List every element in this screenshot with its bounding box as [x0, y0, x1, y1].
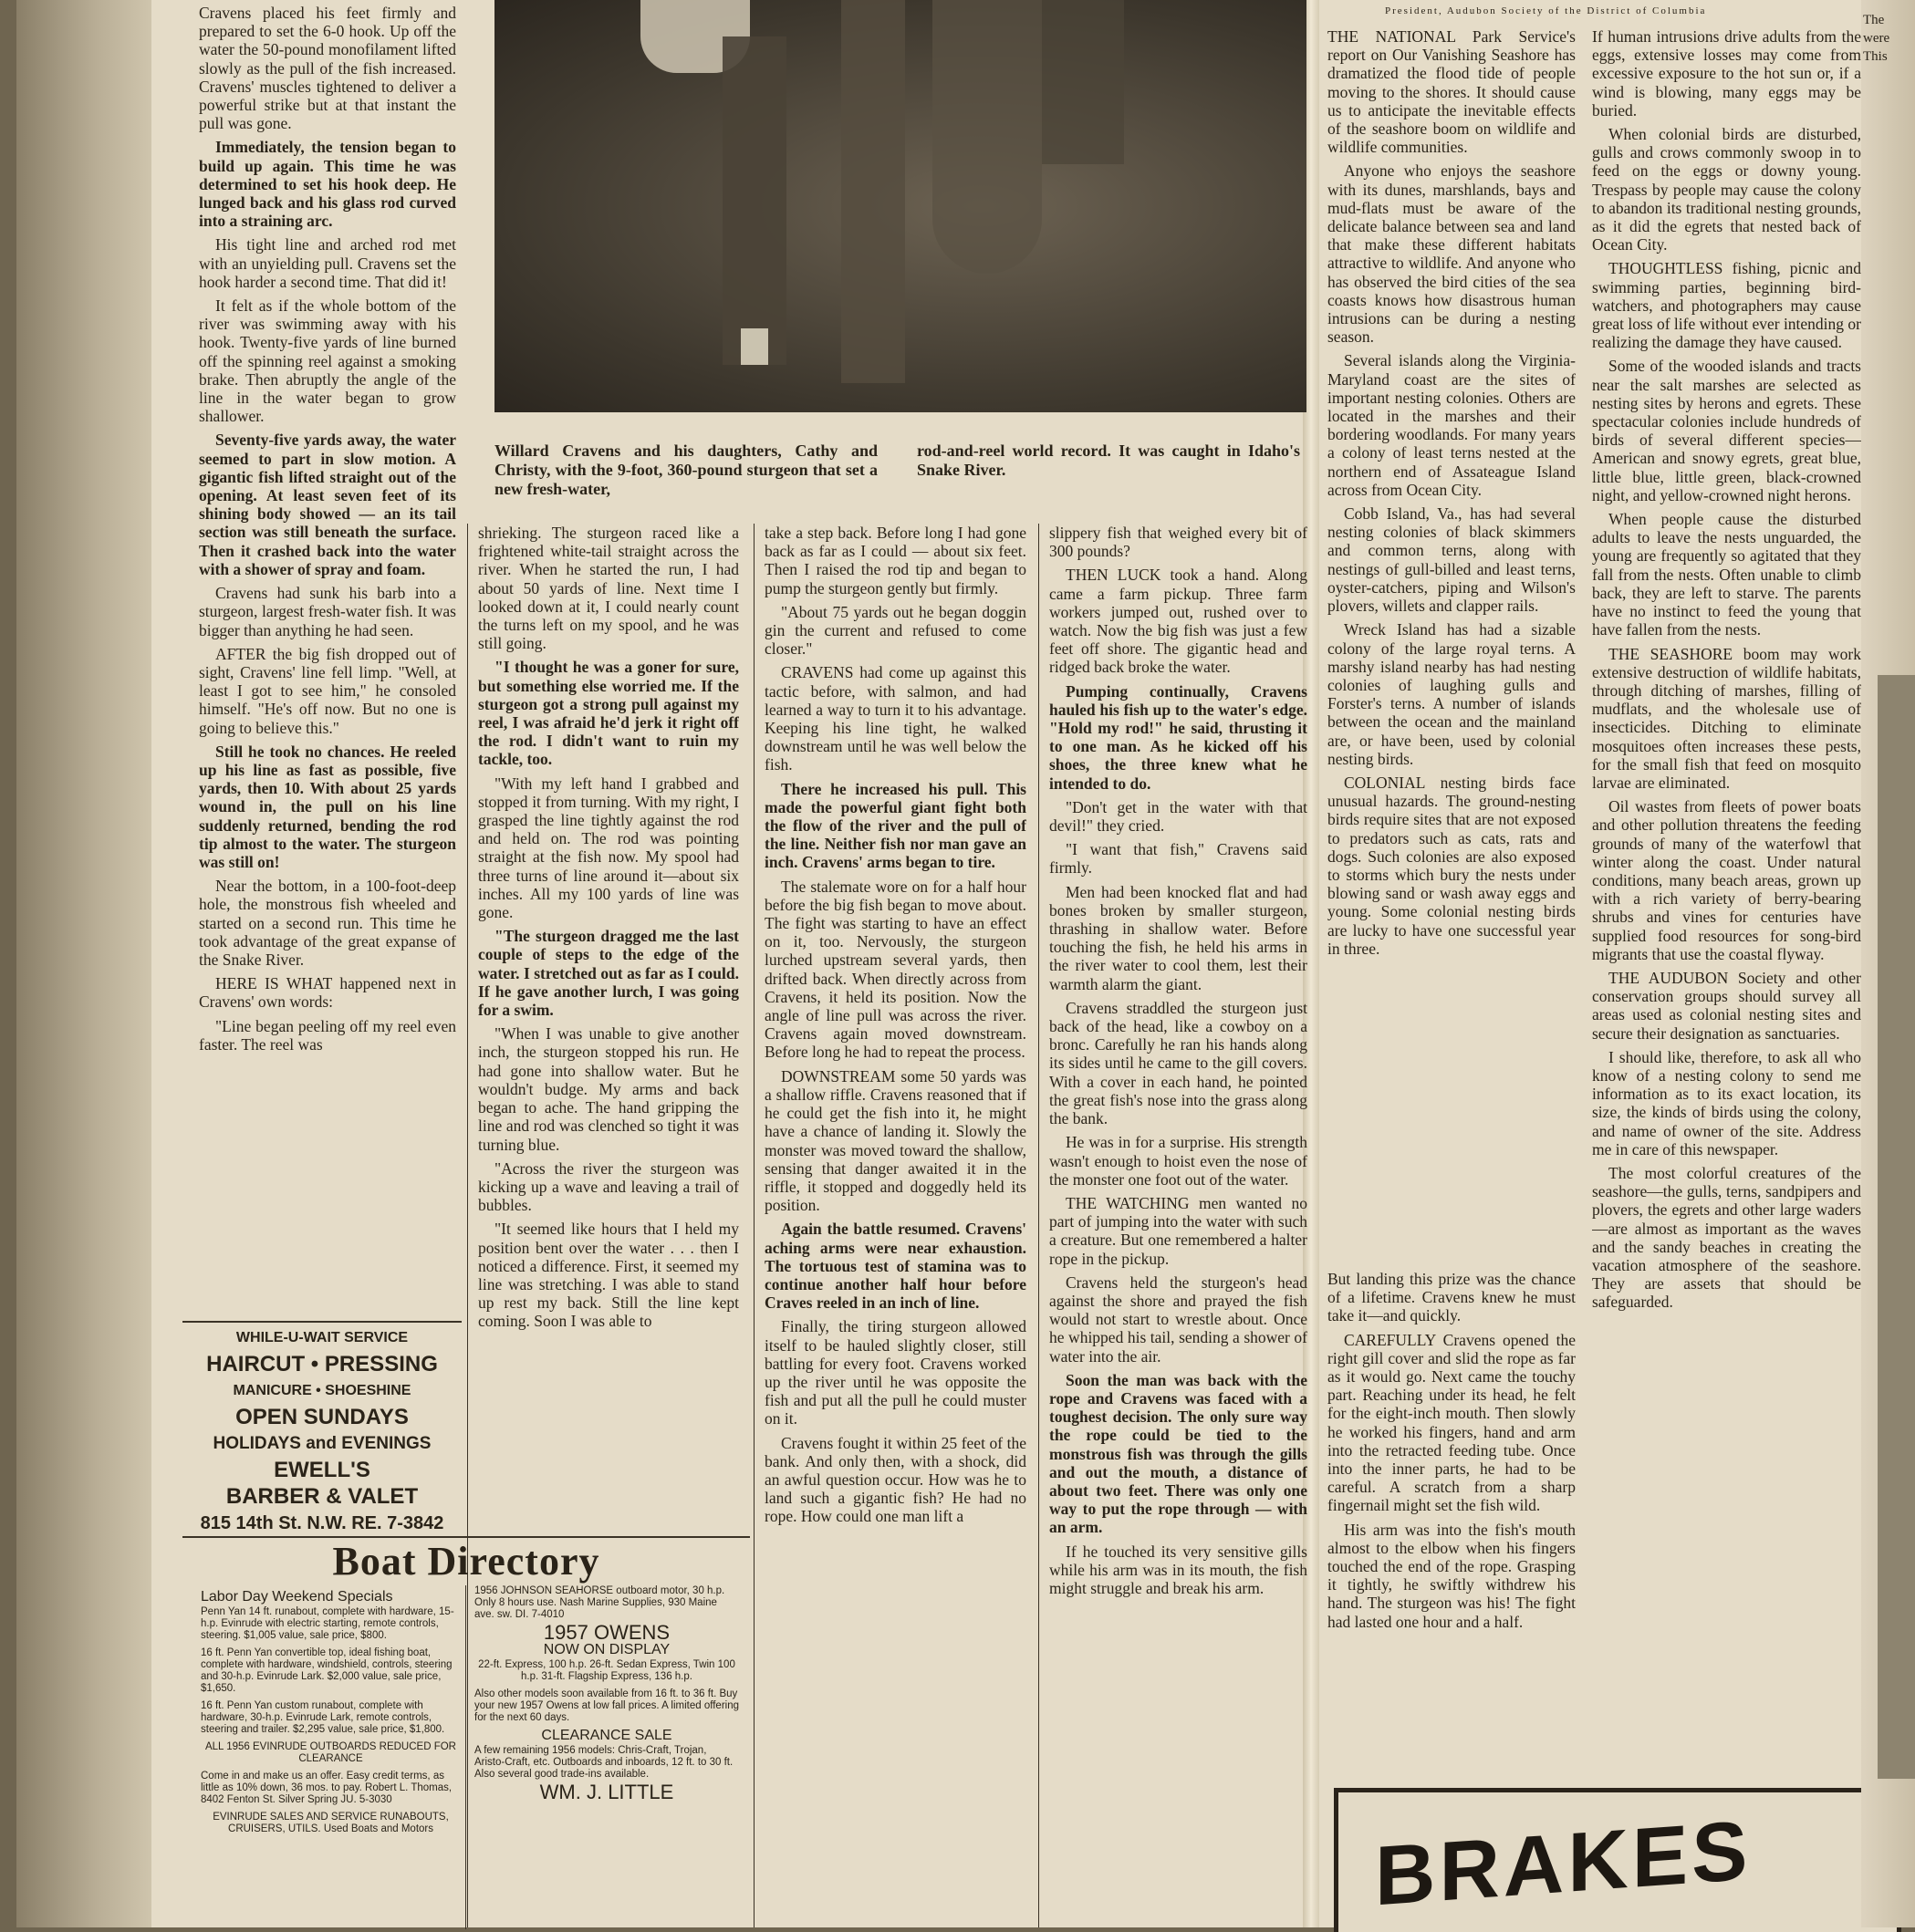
photo-caption-left: Willard Cravens and his daughters, Cathy and Christy, with the 9-foot, 360-pound sturgeon that set a new fresh-water,	[494, 441, 878, 498]
edge-word: were	[1863, 31, 1890, 46]
article-paragraph: "It seemed like hours that I held my position bent over the water . . . then I noticed a difference. First, it seemed my line was stretching. I was able to stand up rest my back. Still the line kept coming. Soon I was able to	[478, 1220, 739, 1331]
article-paragraph: "About 75 yards out he began doggin gin the current and refused to come closer."	[765, 602, 1026, 659]
ad-business-sub: BARBER & VALET	[225, 1484, 419, 1510]
article-paragraph: When colonial birds are disturbed, gulls and crows commonly swoop in to feed on the eggs or downy young. Trespass by people may cause the colony to abandon its traditional nesting grounds, as it did the egrets that nested back of Ocean City.	[1592, 125, 1861, 254]
article-paragraph: It felt as if the whole bottom of the river was swimming away with his hook. Twenty-five yards of line burned off the spinning reel against a smoking brake. Then abruptly the angle of the line in the water began to grow shallower.	[199, 296, 456, 426]
boat-directory-rule	[465, 1585, 466, 1929]
article-paragraph: His arm was into the fish's mouth almost to the elbow when his fingers touched the end of the rope. Grasping it tightly, he swiftly withdrew his hand. The sturgeon was his! The fight had lasted one hour and a half.	[1327, 1520, 1576, 1631]
ad-haircut-line: HAIRCUT • PRESSING	[206, 1352, 438, 1377]
article-paragraph: Again the battle resumed. Cravens' aching arms were near exhaustion. The tortuous test of stamina was to continue another half hour before Craves reeled in an inch of line.	[765, 1220, 1026, 1313]
society-line: President, Audubon Society of the District of Columbia	[1385, 5, 1707, 16]
article-paragraph: I should like, therefore, to ask all who know of a nesting colony to send me information as to its exact location, its size, the kinds of birds using the colony, and name of owner of the site. Address me in care of this newspaper.	[1592, 1047, 1861, 1158]
article-paragraph: THE WATCHING men wanted no part of jumping into the water with such a creature. But one remembered a halter rope in the pickup.	[1049, 1193, 1307, 1268]
ad-manicure-line: MANICURE • SHOESHINE	[233, 1382, 411, 1398]
article-paragraph: CAREFULLY Cravens opened the right gill cover and slid the rope as far as it would go. Next came the touchy part. Reaching under its head, he felt for the eight-inch mouth. Then slowly he worked his fingers, hand and arm into the retracted feeding tube. Once into the inner parts, he had to be careful. A scratch from a sharp fingernail might set the fish wild.	[1327, 1330, 1576, 1515]
owens-subheading: NOW ON DISPLAY	[543, 1642, 671, 1657]
next-page-edge	[1861, 0, 1915, 1927]
article-paragraph: The stalemate wore on for a half hour before the big fish began to move about. The fight was starting to have an effect on it, too. Nervously, the sturgeon lurched upstream several yards, then drifted back. When directly across from Cravens, it held its position. Now the angle of line pull was across the river. Cravens again moved downstream. Before long he had to repeat the process.	[765, 877, 1026, 1062]
column-rule	[754, 524, 755, 1927]
article-paragraph: Wreck Island has had a sizable colony of the large royal terns. A marshy island nearby has had nesting colonies of laughing gulls and Forster's terns. A number of islands between the ocean and the mainland are, or have been, used by colonial nesting birds.	[1327, 620, 1576, 768]
article-paragraph: Cravens held the sturgeon's head against the shore and prayed the fish would not start to wrestle about. Once he whipped his tail, sending a shower of water into the air.	[1049, 1272, 1307, 1366]
seashore-column-1	[1327, 27, 1576, 1222]
article-paragraph: THE SEASHORE boom may work extensive destruction of wildlife habitats, through ditching of marshes, filling of mudflats, and the wholesale use of insecticides. Ditching to eliminate mosquitoes often increases these pests, for the small fish that feed on mosquito larvae are eliminated.	[1592, 644, 1861, 792]
listing-item: 16 ft. Penn Yan convertible top, ideal fishing boat, complete with hardware, windshield, controls, steering and 30-h.p. Evinrude Lark. $2,000 value, sale price, $1,650.	[201, 1647, 453, 1694]
photo-caption-right: rod-and-reel world record. It was caught in Idaho's Snake River.	[917, 441, 1300, 479]
article-column-2	[478, 524, 739, 1527]
article-paragraph: Near the bottom, in a 100-foot-deep hole, the monstrous fish wheeled and started on a second run. This time he took advantage of the great expanse of the Snake River.	[199, 877, 456, 969]
article-paragraph: Cravens fought it within 25 feet of the bank. And only then, with a shock, did an awful question occur. How was he to land such a gigantic fish? He had no rope. How could one man lift a	[765, 1433, 1026, 1526]
dealer-name: WM. J. LITTLE	[539, 1781, 674, 1803]
owens-listing: Also other models soon available from 16 ft. to 36 ft. Buy your new 1957 Owens at low fall prices. A limited offering for the next 60 days.	[474, 1688, 739, 1723]
article-paragraph: Pumping continually, Cravens hauled his fish up to the water's edge. "Hold my rod!" he said, thrusting it to one man. As he kicked off his shoes, the three knew what he intended to do.	[1049, 681, 1307, 793]
listing-item: 16 ft. Penn Yan custom runabout, complete with hardware, 30-h.p. Evinrude Lark, remote controls, steering and trailer. $2,295 value, sale price, $1,800.	[201, 1700, 445, 1735]
article-paragraph: The most colorful creatures of the seashore—the gulls, terns, sandpipers and plovers, the egrets and other large waders—are almost as important as the waves and the sandy beaches in creating the vacation atmosphere of the seashore. They are assets that should be safeguarded.	[1592, 1163, 1861, 1312]
brakes-advertisement	[1334, 1788, 1901, 1932]
boat-directory	[182, 1536, 750, 1929]
article-paragraph: Men had been knocked flat and had bones broken by smaller sturgeon, thrashing in shallow water. Before touching the fish, he held his arms in the river water to cool them, lest their warmth alarm the giant.	[1049, 882, 1307, 993]
article-paragraph: COLONIAL nesting birds face unusual hazards. The ground-nesting birds require sites that are not exposed to predators such as cats, rats and dogs. Such colonies are also exposed to storms which bury the nests under blowing sand or wash away eggs and young. Some colonial nesting birds are lucky to have one successful year in three.	[1327, 773, 1576, 958]
article-paragraph: "I thought he was a goner for sure, but something else worried me. If the sturgeon got a strong pull against my reel, I was afraid he'd jerk it right off the rod. I didn't want to ruin my tackle, too.	[478, 658, 739, 769]
article-paragraph: "I want that fish," Cravens said firmly.	[1049, 840, 1307, 878]
article-paragraph: THE AUDUBON Society and other conservation groups should survey all areas used as colonial nesting sites and secure their designation as sanctuaries.	[1592, 968, 1861, 1043]
article-paragraph: If he touched its very sensitive gills while his arm was in its mouth, the fish might struggle and break his arm.	[1049, 1542, 1307, 1597]
boat-directory-title: Boat Directory	[332, 1539, 600, 1584]
article-paragraph: Oil wastes from fleets of power boats and other pollution threatens the feeding grounds of many of the waterfowl that winter along the coast. Under natural conditions, many beach areas, grown up with a rich variety of berry-bearing shrubs and vines for centuries have supplied food resources for song-bird migrants that use the coastal flyway.	[1592, 797, 1861, 963]
listing-item: ALL 1956 EVINRUDE OUTBOARDS REDUCED FOR CLEARANCE	[204, 1741, 456, 1764]
owens-heading: 1957 OWENS	[543, 1621, 671, 1644]
article-paragraph: "Don't get in the water with that devil!" they cried.	[1049, 797, 1307, 836]
article-paragraph: shrieking. The sturgeon raced like a frightened white-tail straight across the river. When he started the run, I had about 50 yards of line. Next time I looked down at it, I could nearly count the turns left on my spool, and he was still going.	[478, 524, 739, 653]
specials-heading: Labor Day Weekend Specials	[201, 1589, 393, 1605]
article-paragraph: Some of the wooded islands and tracts near the salt marshes are selected as nesting sites by herons and egrets. These spectacular colonies include hundreds of birds of several different species—American and snowy egrets, great blue, little blue, little green, black-crowned night, and yellow-crowned night herons.	[1592, 357, 1861, 504]
article-column-1	[199, 4, 456, 1306]
article-paragraph: Cravens placed his feet firmly and prepared to set the 6-0 hook. Up off the water the 50-pound monofilament lifted slowly as the pull of the fish increased. Cravens' muscles tightened to deliver a powerful strike but at that instant the pull was gone.	[199, 4, 456, 133]
article-paragraph: THEN LUCK took a hand. Along came a farm pickup. Three farm workers jumped out, rushed over to watch. Now the big fish was just a few feet off shore. The gigantic head and ridged back broke the water.	[1049, 566, 1307, 677]
article-column-4	[1049, 524, 1307, 1924]
ad-business-name: EWELL'S	[274, 1457, 370, 1482]
article-continuation	[1327, 1270, 1576, 1781]
article-paragraph: CRAVENS had come up against this tactic before, with salmon, and had learned a way to turn it to his advantage. Keeping his line tight, he walked downstream until he was well below the fish.	[765, 663, 1026, 774]
article-paragraph: "Across the river the sturgeon was kicking up a wave and leaving a trail of bubbles.	[478, 1158, 739, 1215]
article-paragraph: take a step back. Before long I had gone back as far as I could — about six feet. Then I raised the rod tip and began to pump the sturgeon gently but firmly.	[765, 524, 1026, 597]
article-paragraph: "The sturgeon dragged me the last couple of steps to the edge of the water. I stretched out as far as I could. If he gave another lurch, I was going for a swim.	[478, 927, 739, 1020]
article-paragraph: Cravens had sunk his barb into a sturgeon, largest fresh-water fish. It was bigger than anything he had seen.	[199, 584, 456, 639]
barber-advertisement	[182, 1321, 462, 1538]
article-paragraph: HERE IS WHAT happened next in Cravens' own words:	[199, 974, 456, 1012]
boat-directory-right	[474, 1585, 739, 1802]
article-paragraph: He was in for a surprise. His strength wasn't enough to hoist even the nose of the monster one foot out of the water.	[1049, 1133, 1307, 1189]
johnson-listing: 1956 JOHNSON SEAHORSE outboard motor, 30 h.p. Only 8 hours use. Nash Marine Supplies, 930 Maine ave. sw. DI. 7-4010	[474, 1585, 725, 1620]
page-edge-shadow	[16, 0, 151, 1927]
article-paragraph: Several islands along the Virginia-Maryland coast are the sites of important nesting colonies. Others are located in the marshes and their bordering woodlands. For many years a colony of least terns nested at the northern end of Assateague Island across from Ocean City.	[1327, 351, 1576, 499]
article-paragraph: Cobb Island, Va., has had several nesting colonies of black skimmers and common terns, along with nestings of gull-billed and least terns, oyster-catchers, piping and Wilson's plovers, willets and clapper rails.	[1327, 504, 1576, 616]
listing-item: Penn Yan 14 ft. runabout, complete with hardware, 15-h.p. Evinrude with electric starting, remote controls, steering. $1,005 value, sale price, $800.	[201, 1606, 454, 1641]
article-paragraph: Soon the man was back with the rope and Cravens was faced with a toughest decision. The only sure way the rope could be tied to the monstrous fish was through the gills and out the mouth, a distance of about two feet. There was only one way to put the rope through — with an arm.	[1049, 1370, 1307, 1537]
listing-item: EVINRUDE SALES AND SERVICE RUNABOUTS, CRUISERS, UTILS. Used Boats and Motors	[213, 1812, 449, 1834]
clearance-heading: CLEARANCE SALE	[541, 1728, 672, 1743]
article-paragraph: Anyone who enjoys the seashore with its dunes, marshlands, bays and mud-flats must be aware of the delicate balance between sea and land that make these different habitats attractive to wildlife. And anyone who has observed the bird cities of the sea coasts knows how disastrous human intrusions can be during a nesting season.	[1327, 161, 1576, 347]
boat-directory-left	[201, 1585, 461, 1841]
article-paragraph: There he increased his pull. This made the powerful giant fight both the flow of the river and the pull of the line. Neither fish nor man gave an inch. Cravens' arms began to tire.	[765, 779, 1026, 872]
clearance-listing: A few remaining 1956 models: Chris-Craft, Trojan, Aristo-Craft, etc. Outboards and inboards, 12 ft. to 30 ft. Also several good trade-ins available.	[474, 1745, 734, 1780]
article-paragraph: Immediately, the tension began to build up again. This time he was determined to set his hook deep. He lunged back and his glass rod curved into a straining arc.	[199, 138, 456, 231]
article-paragraph: DOWNSTREAM some 50 yards was a shallow riffle. Cravens reasoned that if he could get the fish into it, he might have a chance of landing it. Slowly the monster was moved toward the shallow, sensing that danger awaited it in the riffle, it stopped and doggedly held its position.	[765, 1066, 1026, 1215]
article-paragraph: THE NATIONAL Park Service's report on Our Vanishing Seashore has dramatized the flood tide of people moving to the shores. It should cause us to anticipate the inevitable effects of the seashore boom on wildlife and wildlife communities.	[1327, 27, 1576, 157]
article-paragraph: "Line began peeling off my reel even faster. The reel was	[199, 1016, 456, 1054]
ad-holidays-line: HOLIDAYS and EVENINGS	[213, 1433, 432, 1453]
article-paragraph: Cravens straddled the sturgeon just back of the head, like a cowboy on a bronc. Carefully he ran his hands along its sides until he came to the gill covers. With a cover in each hand, he pointed the great fish's nose into the grass along the bank.	[1049, 998, 1307, 1128]
seashore-column-2	[1592, 27, 1861, 1783]
article-paragraph: But landing this prize was the chance of a lifetime. Cravens knew he must take it—and quickly.	[1327, 1270, 1576, 1325]
edge-fragment	[1863, 11, 1889, 66]
ad-sundays-line: OPEN SUNDAYS	[235, 1405, 409, 1430]
article-paragraph: When people cause the disturbed adults to leave the nests unguarded, the young are frequently so agitated that they fall from the nests. Often unable to climb back, they are left to starve. The parents have no instinct to feed the young that have fallen from the nests.	[1592, 510, 1861, 639]
article-paragraph: "With my left hand I grabbed and stopped it from turning. With my right, I grasped the line tightly against the rod and held on. The rod was pointing straight at the fish now. My spool had three turns of line around it—about six inches. All my 100 yards of line was gone.	[478, 774, 739, 922]
sturgeon-photo	[494, 0, 1306, 412]
edge-word: This	[1863, 49, 1888, 64]
article-paragraph: His tight line and arched rod met with an unyielding pull. Cravens set the hook harder a second time. That did it!	[199, 235, 456, 291]
edge-shadow	[1878, 675, 1915, 1779]
owens-listing: 22-ft. Express, 100 h.p. 26-ft. Sedan Express, Twin 100 h.p. 31-ft. Flagship Express, 136 h.p.	[478, 1659, 735, 1682]
listing-item: Come in and make us an offer. Easy credit terms, as little as 10% down, 36 mos. to pay. Robert L. Thomas, 8402 Fenton St. Silver Spring JU. 5-3030	[201, 1771, 453, 1805]
ad-service-line: WHILE-U-WAIT SERVICE	[235, 1330, 409, 1345]
column-rule	[1038, 524, 1039, 1927]
article-paragraph: THOUGHTLESS fishing, picnic and swimming parties, beginning bird-watchers, and photographers may cause great loss of life without ever intending or realizing the damage they have caused.	[1592, 259, 1861, 352]
article-paragraph: Seventy-five yards away, the water seemed to part in slow motion. A gigantic fish lifted straight out of the opening. At least seven feet of its shining body showed — an its tail section was still beneath the surface. Then it crashed back into the water with a shower of spray and foam.	[199, 431, 456, 578]
brakes-headline: BRAKES	[1375, 1803, 1752, 1924]
ad-address: 815 14th St. N.W. RE. 7-3842	[200, 1513, 444, 1533]
article-column-3	[765, 524, 1026, 1924]
article-paragraph: "When I was unable to give another inch, the sturgeon stopped his run. He had gone into shallow water. But he wouldn't budge. My arms and back began to ache. The hand gripping the line and rod was clenched so tight it was turning blue.	[478, 1024, 739, 1154]
article-paragraph: Finally, the tiring sturgeon allowed itself to be hauled slightly closer, still battling for every foot. Cravens worked up the river until he was opposite the fish and put all the pull he could muster on it.	[765, 1317, 1026, 1428]
article-paragraph: Still he took no chances. He reeled up his line as fast as possible, five yards, then 10. With about 25 yards wound in, the pull on his line suddenly returned, bending the rod tip almost to the water. The sturgeon was still on!	[199, 742, 456, 871]
article-paragraph: slippery fish that weighed every bit of 300 pounds?	[1049, 524, 1307, 561]
article-paragraph: AFTER the big fish dropped out of sight, Cravens' line fell limp. "Well, at least I got to see him," he consoled himself. "He's off now. But no one is going to believe this."	[199, 644, 456, 737]
article-paragraph: If human intrusions drive adults from the eggs, extensive losses may come from excessive exposure to the hot sun or, if a wind is blowing, many eggs may be buried.	[1592, 27, 1861, 119]
edge-word: The	[1863, 13, 1885, 27]
